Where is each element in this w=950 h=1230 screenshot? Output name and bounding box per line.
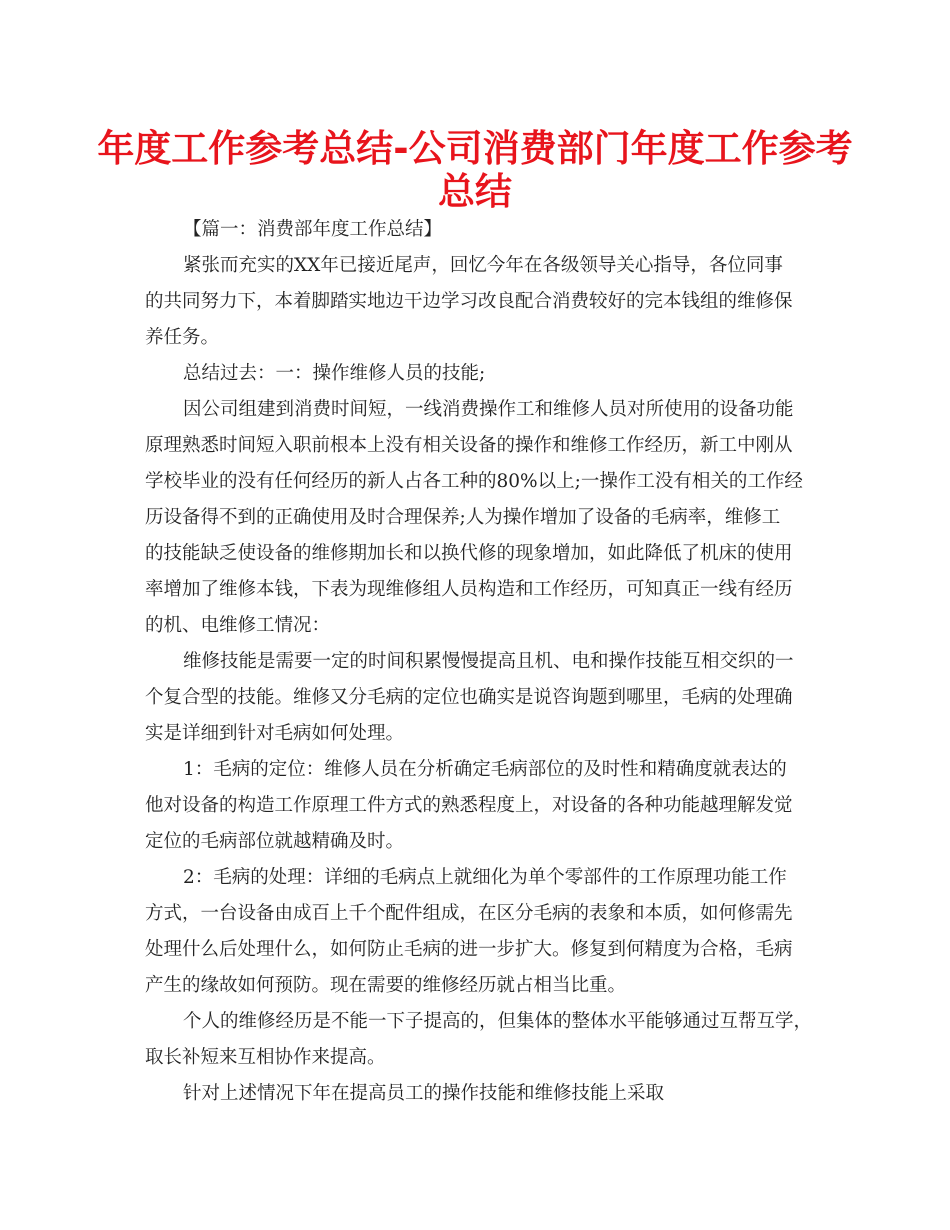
text-line: 实是详细到针对毛病如何处理。 [145,723,405,744]
text-line: 取长补短来互相协作来提高。 [145,1047,386,1068]
text-line: 个复合型的技能。维修又分毛病的定位也确实是说咨询题到哪里，毛病的处理确 [145,687,793,708]
document-title-line-2: 总结 [438,170,512,213]
text-line: 2：毛病的处理：详细的毛病点上就细化为单个零部件的工作原理功能工作 [183,867,787,888]
text-line: 率增加了维修本钱，下表为现维修组人员构造和工作经历，可知真正一线有经历 [145,579,793,600]
text-line: 产生的缘故如何预防。现在需要的维修经历就占相当比重。 [145,975,627,996]
text-line: 方式，一台设备由成百上千个配件组成，在区分毛病的表象和本质，如何修需先 [145,903,793,924]
text-line: 的共同努力下，本着脚踏实地边干边学习改良配合消费较好的完本钱组的维修保 [145,291,793,312]
text-line: 紧张而充实的XX年已接近尾声，回忆今年在各级领导关心指导，各位同事 [183,255,783,276]
text-line: 他对设备的构造工作原理工件方式的熟悉程度上，对设备的各种功能越理解发觉 [145,795,793,816]
document-body [145,212,813,1112]
text-line: 总结过去：一：操作维修人员的技能; [183,363,486,384]
text-line: 1：毛病的定位：维修人员在分析确定毛病部位的及时性和精确度就表达的 [183,759,787,780]
text-line: 养任务。 [145,327,220,348]
text-line: 【篇一：消费部年度工作总结】 [183,219,443,240]
document-title-line-1: 年度工作参考总结-公司消费部门年度工作参考 [97,127,853,170]
text-line: 原理熟悉时间短入职前根本上没有相关设备的操作和维修工作经历，新工中刚从 [145,435,793,456]
text-line: 的技能缺乏使设备的维修期加长和以换代修的现象增加，如此降低了机床的使用 [145,543,793,564]
text-line: 历设备得不到的正确使用及时合理保养;人为操作增加了设备的毛病率，维修工 [145,507,781,528]
text-line: 针对上述情况下年在提高员工的操作技能和维修技能上采取 [183,1083,665,1104]
text-line: 定位的毛病部位就越精确及时。 [145,831,405,852]
text-line: 的机、电维修工情况： [145,615,331,636]
text-line: 维修技能是需要一定的时间积累慢慢提高且机、电和操作技能互相交织的一 [183,651,794,672]
text-line: 个人的维修经历是不能一下子提高的，但集体的整体水平能够通过互帮互学， [183,1011,813,1032]
text-line: 学校毕业的没有任何经历的新人占各工种的80%以上;一操作工没有相关的工作经 [145,471,803,492]
text-line: 因公司组建到消费时间短，一线消费操作工和维修人员对所使用的设备功能 [183,399,794,420]
text-line: 处理什么后处理什么，如何防止毛病的进一步扩大。修复到何精度为合格，毛病 [145,939,793,960]
